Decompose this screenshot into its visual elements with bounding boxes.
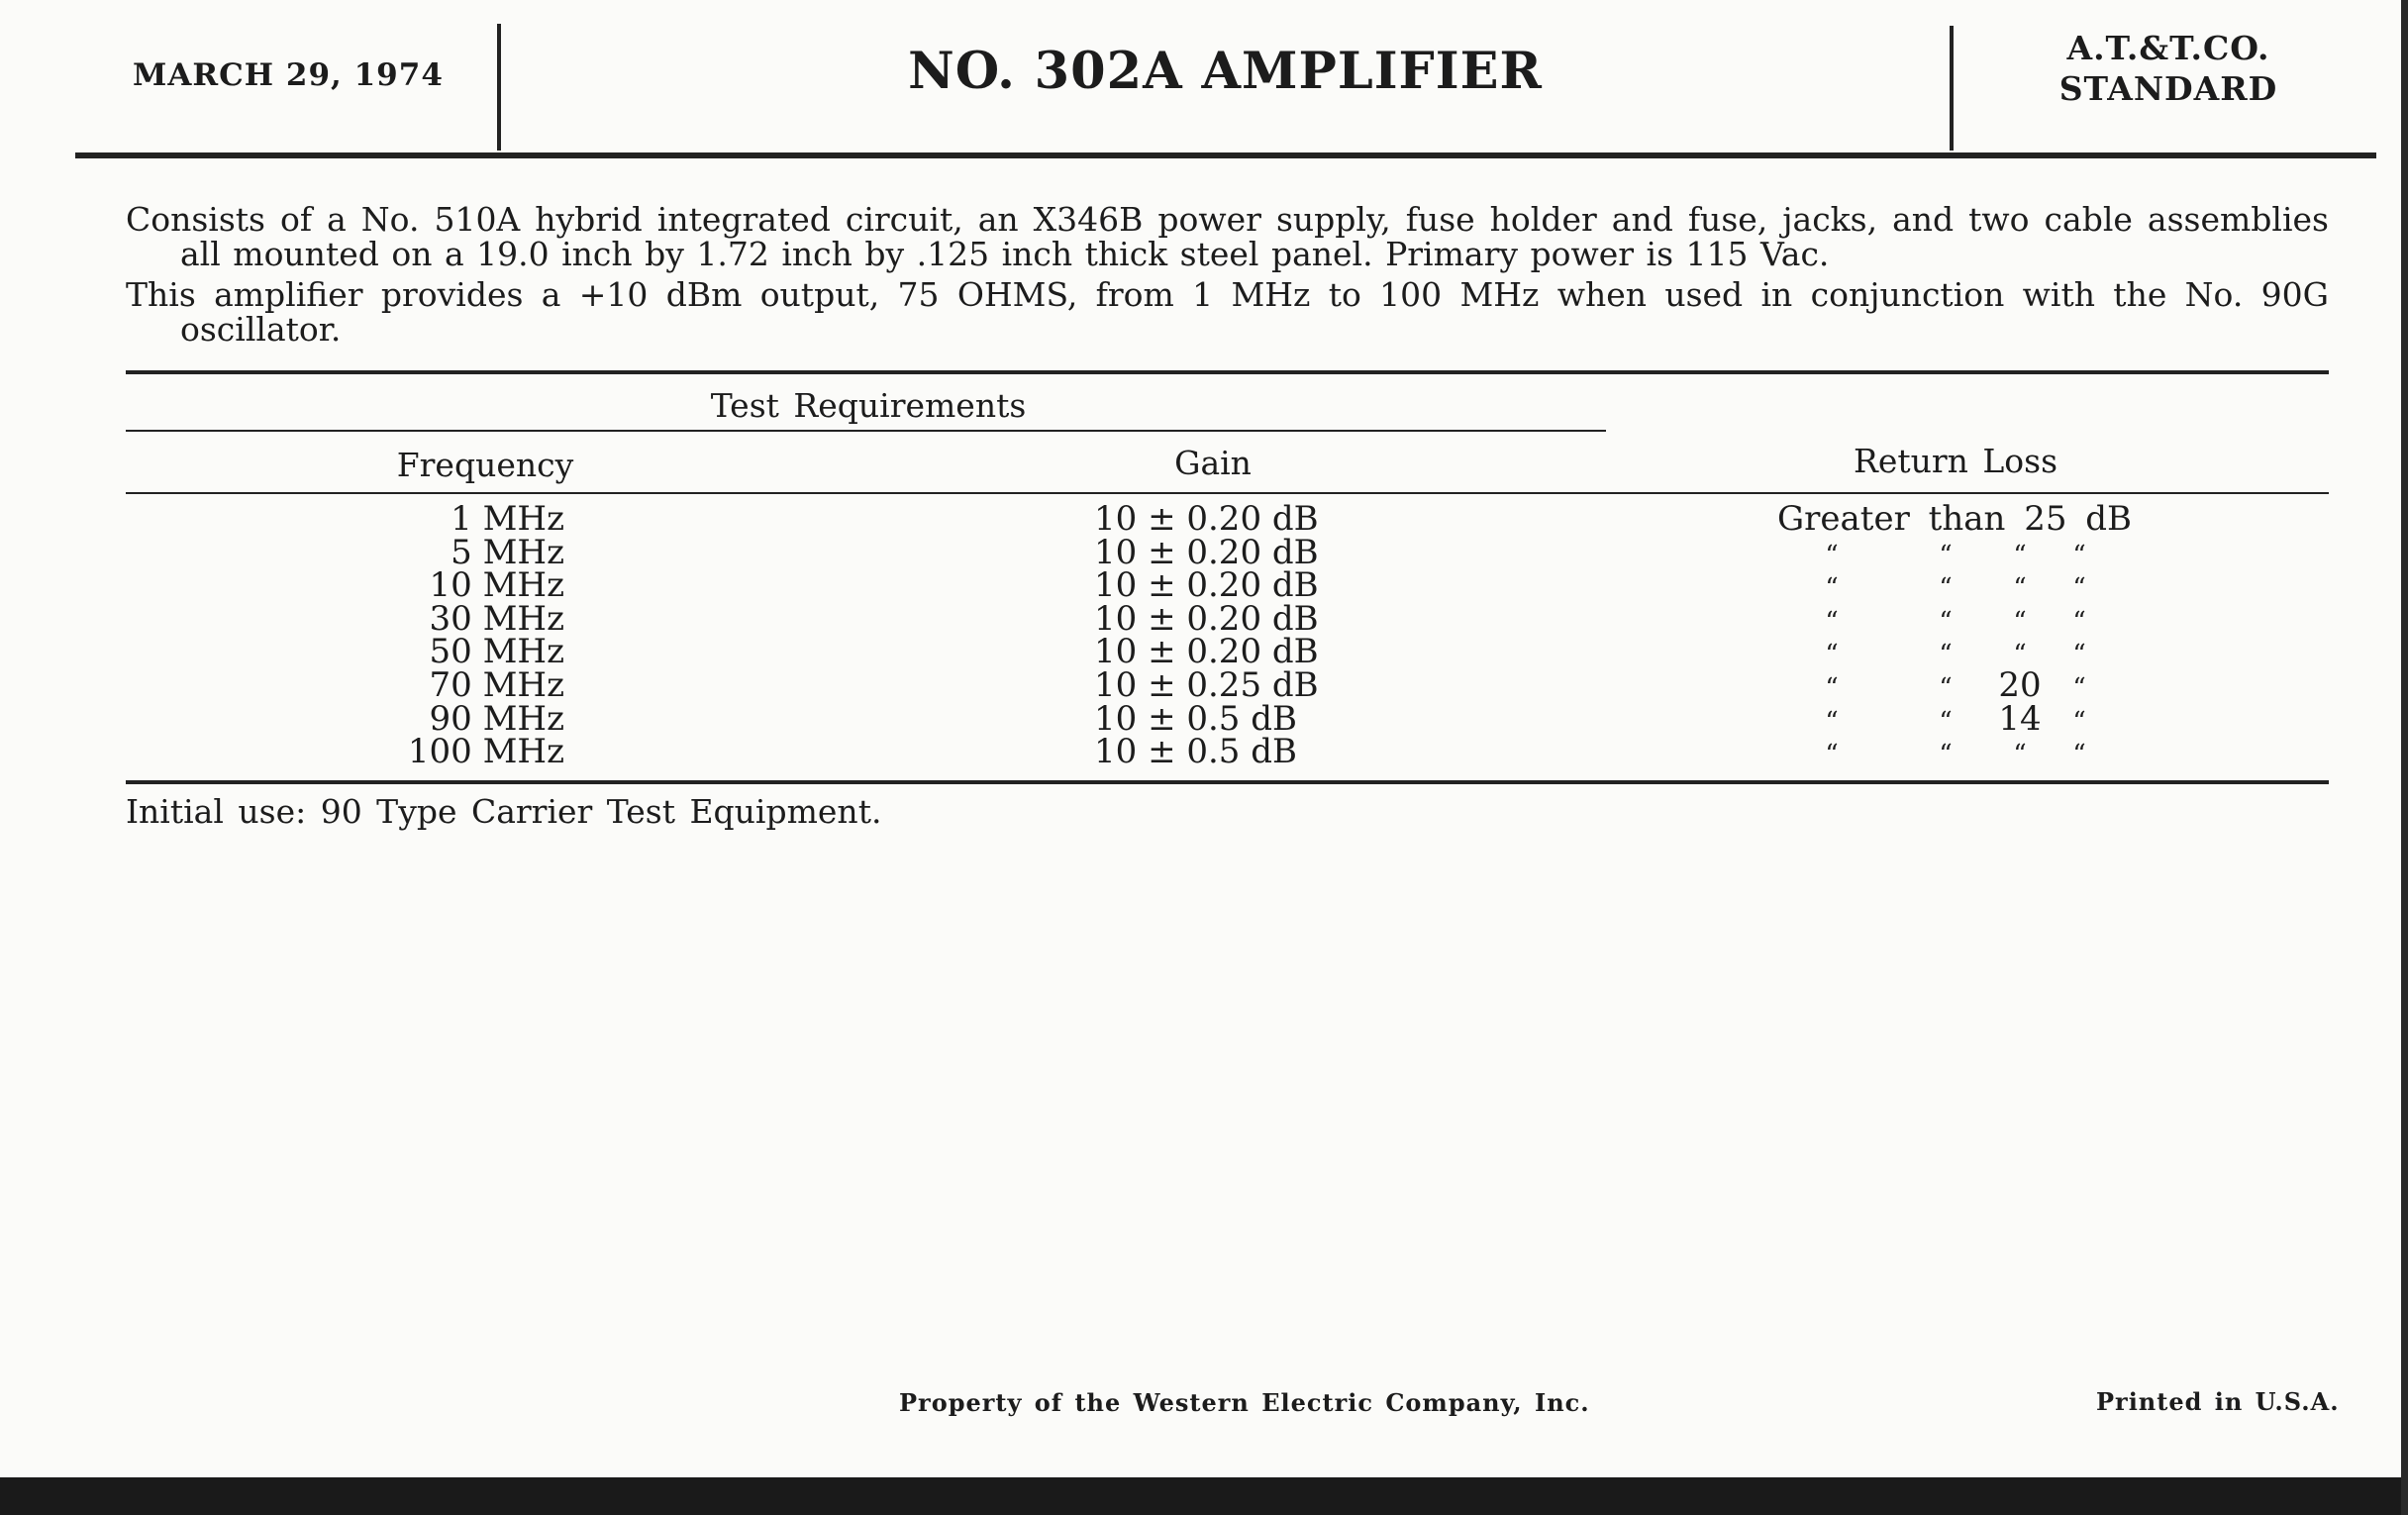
return-loss-row	[1777, 736, 2124, 769]
issue-date: MARCH 29, 1974	[133, 57, 444, 93]
frequency-cell: 100 MHz	[407, 732, 564, 772]
return-loss-row	[1777, 664, 2124, 705]
frequency-cell: 5 MHz	[451, 532, 564, 572]
standard-mark	[1965, 28, 2371, 109]
ditto-mark: “	[1939, 706, 1953, 737]
gain-cell: 10 ± 0.25 dB	[1094, 664, 1319, 705]
printed-notice: Printed in U.S.A.	[2096, 1387, 2340, 1416]
header-rule	[75, 152, 2376, 158]
document-title: NO. 302A AMPLIFIER	[908, 42, 1543, 101]
return-loss-value: 20	[1998, 664, 2042, 705]
ditto-mark: “	[1939, 573, 1953, 604]
return-loss-row	[1777, 569, 2124, 603]
frequency-cell: 70 MHz	[429, 664, 564, 705]
gain-cell: 10 ± 0.5 dB	[1094, 732, 1297, 772]
ditto-mark: “	[1825, 573, 1839, 604]
gain-cell: 10 ± 0.20 dB	[1094, 499, 1319, 539]
background-edge	[2401, 0, 2408, 1515]
return-loss-row	[1777, 636, 2124, 669]
ditto-mark: “	[1939, 606, 1953, 637]
return-loss-row	[1777, 537, 2124, 570]
gain-header: Gain	[1174, 444, 1252, 482]
ditto-mark: “	[2072, 540, 2086, 570]
return-loss-row	[1777, 698, 2124, 739]
ditto-mark: “	[2013, 606, 2027, 637]
ditto-mark: “	[2072, 640, 2086, 670]
ditto-mark: “	[2013, 573, 2027, 604]
return-loss-column	[1777, 499, 2133, 770]
description-p1-line2: all mounted on a 19.0 inch by 1.72 inch by .125 inch thick steel panel. Primary power is 115 Vac.	[180, 235, 1830, 273]
return-loss-word: Greater	[1777, 499, 1910, 539]
ditto-mark: “	[1825, 540, 1839, 570]
frequency-cell: 10 MHz	[429, 565, 564, 606]
return-loss-word: dB	[2085, 499, 2133, 539]
ditto-mark: “	[1825, 672, 1839, 703]
description-p2-line2: oscillator.	[180, 310, 342, 349]
ditto-mark: “	[1939, 672, 1953, 703]
frequency-column	[257, 499, 564, 772]
ditto-mark: “	[1825, 740, 1839, 770]
frequency-cell: 30 MHz	[429, 598, 564, 639]
return-loss-header: Return Loss	[1853, 442, 2058, 480]
frequency-cell: 1 MHz	[451, 499, 564, 539]
ditto-mark: “	[2013, 640, 2027, 670]
ditto-mark: “	[2072, 672, 2086, 703]
return-loss-word: than	[1928, 499, 2006, 539]
gain-cell: 10 ± 0.20 dB	[1094, 598, 1319, 639]
table-top-rule	[126, 370, 2329, 374]
group-header-rule	[126, 430, 1606, 432]
ditto-mark: “	[1939, 540, 1953, 570]
description-p2-line1: This amplifier provides a +10 dBm output, 75 OHMS, from 1 MHz to 100 MHz when used in conjunction with the No. 90G	[126, 275, 2329, 314]
column-header-rule	[126, 492, 2329, 494]
standard-line-1: A.T.&T.CO.	[2066, 29, 2270, 67]
frequency-cell: 90 MHz	[429, 698, 564, 739]
gain-cell: 10 ± 0.20 dB	[1094, 632, 1319, 672]
initial-use-note: Initial use: 90 Type Carrier Test Equipment.	[126, 792, 882, 831]
ditto-mark: “	[2072, 706, 2086, 737]
ditto-mark: “	[2072, 606, 2086, 637]
table-bottom-rule	[126, 780, 2329, 784]
standard-line-2: STANDARD	[2058, 69, 2278, 108]
return-loss-row	[1777, 499, 2133, 539]
gain-column	[1094, 499, 1411, 772]
table-group-header: Test Requirements	[710, 386, 1027, 425]
ditto-mark: “	[2013, 540, 2027, 570]
ditto-mark: “	[2072, 573, 2086, 604]
gain-cell: 10 ± 0.20 dB	[1094, 565, 1319, 606]
ditto-mark: “	[2013, 740, 2027, 770]
gain-cell: 10 ± 0.5 dB	[1094, 698, 1297, 739]
ditto-mark: “	[1825, 640, 1839, 670]
return-loss-cell	[1777, 499, 2133, 539]
ditto-mark: “	[1939, 740, 1953, 770]
property-notice: Property of the Western Electric Company, Inc.	[899, 1388, 1590, 1417]
frequency-header: Frequency	[396, 446, 574, 484]
gain-cell: 10 ± 0.20 dB	[1094, 532, 1319, 572]
return-loss-row	[1777, 603, 2124, 637]
ditto-mark: “	[2072, 740, 2086, 770]
frequency-cell: 50 MHz	[429, 632, 564, 672]
return-loss-value: 14	[1998, 698, 2042, 739]
header-divider-right	[1950, 26, 1954, 151]
ditto-mark: “	[1825, 706, 1839, 737]
description-p1-line1: Consists of a No. 510A hybrid integrated circuit, an X346B power supply, fuse holder and fuse, jacks, and two cable assemblies	[126, 200, 2329, 239]
ditto-mark: “	[1825, 606, 1839, 637]
ditto-mark: “	[1939, 640, 1953, 670]
return-loss-word: 25	[2024, 499, 2067, 539]
